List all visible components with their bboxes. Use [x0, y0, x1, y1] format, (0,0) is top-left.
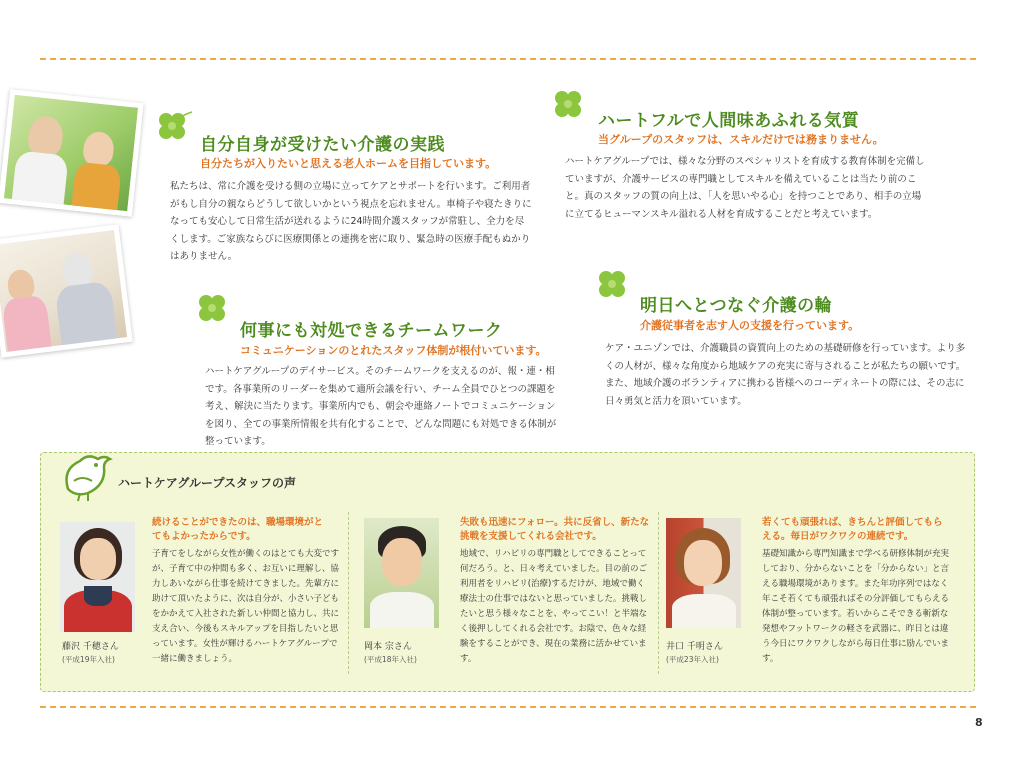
staff-headline: 失敗も迅速にフォロー。共に反省し、新たな挑戦を支援してくれる会社です。	[460, 517, 650, 542]
photo-collage	[0, 90, 150, 390]
staff-photo	[666, 518, 741, 628]
section-subtitle: 当グループのスタッフは、スキルだけでは務まりません。	[598, 133, 884, 146]
staff-join-year: (平成18年入社)	[364, 655, 417, 664]
section-title: 明日へとつなぐ介護の輪	[640, 296, 833, 316]
clover-icon	[192, 288, 232, 328]
page-number: 8	[975, 716, 983, 729]
staff-comment: 基礎知識から専門知識まで学べる研修体制が充実しており、分からないことを「分からない」と言える職場環境があります。また年功序列ではなく年こそ若くても頑張ればその分評価してもらえる体制が整っています。若いからこそできる斬新な発想やフットワークの軽さを武器に、昨日とは違う今日にワクワクしながら毎日仕事に励んでいます。	[762, 549, 950, 664]
top-divider	[40, 58, 976, 60]
section-title: ハートフルで人間味あふれる気質	[598, 111, 860, 131]
staff-headline: 続けることができたのは、職場環境がとてもよかったからです。	[152, 517, 324, 542]
section-body: ハートケアグループのデイサービス。そのチームワークを支えるのが、報・連・相です。各事業所のリーダーを集めて適所会議を行い、チーム全員でひとつの課題を考え、解決に当たります。事業所内でも、朝会や連絡ノートでコミュニケーションを図り、全ての事業所情報を共有化することで、どんな問題にも対処できる体制が整っています。	[205, 366, 557, 447]
section-body: ケア・ユニゾンでは、介護職員の資質向上のための基礎研修を行っています。より多くの人材が、様々な角度から地域ケアの充実に寄与されることが私たちの願いです。また、地域介護のボランティアに携わる皆様へのコーディネートの際には、その志に日々勇気と活力を頂いています。	[605, 343, 966, 407]
bird-icon	[58, 445, 118, 505]
staff-photo	[364, 518, 439, 628]
staff-join-year: (平成23年入社)	[666, 655, 719, 664]
clover-icon	[592, 264, 632, 304]
clover-icon	[548, 84, 588, 124]
column-divider	[658, 512, 659, 674]
section-title: 何事にも対処できるチームワーク	[240, 321, 503, 341]
staff-headline: 若くても頑張れば、きちんと評価してもらえる。毎日がワクワクの連続です。	[762, 517, 943, 542]
section-body: 私たちは、常に介護を受ける側の立場に立ってケアとサポートを行います。ご利用者がもし自分の親ならどうして欲しいかという視点を忘れません。車椅子や寝たきりになっても安心して日常生活が送れるように24時間介護スタッフが常駐し、全力を尽くします。ご家族ならびに医療関係との連携を密に取り、緊急時の医療手配もぬかりはありません。	[170, 181, 532, 262]
section-title: 自分自身が受けたい介護の実践	[200, 135, 445, 155]
staff-comment: 子育てをしながら女性が働くのはとても大変ですが、子育て中の仲間も多く、お互いに理解し、協力しあいながら仕事を続けてきました。先輩方に助けて頂いたように、次は自分が、小さい子どもをかかえて入社された新しい仲間と協力し、共に支え合い、今後もスキルアップを目指したいと思っています。女性が輝けるハートケアグループで一緒に働きましょう。	[152, 549, 340, 664]
caregiver-photo	[0, 89, 144, 216]
section-subtitle: 介護従事者を志す人の支援を行っています。	[640, 319, 860, 332]
staff-photo	[60, 522, 135, 632]
staff-voice-title: ハートケアグループスタッフの声	[118, 476, 296, 490]
staff-join-year: (平成19年入社)	[62, 655, 115, 664]
clover-icon	[152, 106, 192, 146]
staff-comment: 地域で、リハビリの専門職としてできることって何だろう。と、日々考えていました。目の前のご利用者をリハビリ(治療)するだけが、地域で働く療法士の仕事ではないと思っていました。挑戦したいと思う様々なことを、やってこい！と半端なく後押ししてくれる会社です。お陰で、色々な経験をすることができ、現在の業務に活かせています。	[460, 549, 648, 664]
staff-name: 藤沢 千穂さん	[62, 642, 119, 652]
section-body: ハートケアグループでは、様々な分野のスペシャリストを育成する教育体制を完備していますが、介護サービスの専門職としてスキルを備えていることは当たり前のこと。真のスタッフの質の向上は、「人を思いやる心」を持つことであり、相手の立場に立てるヒューマンスキル溢れる人材を育成することだと考えています。	[565, 156, 925, 220]
staff-name: 岡本 宗さん	[364, 642, 412, 652]
bottom-divider	[40, 706, 976, 708]
column-divider	[348, 512, 349, 674]
section-subtitle: コミュニケーションのとれたスタッフ体制が根付いています。	[240, 344, 547, 357]
section-subtitle: 自分たちが入りたいと思える老人ホームを目指しています。	[200, 157, 497, 170]
residents-photo	[0, 224, 133, 357]
staff-name: 井口 千明さん	[666, 642, 723, 652]
